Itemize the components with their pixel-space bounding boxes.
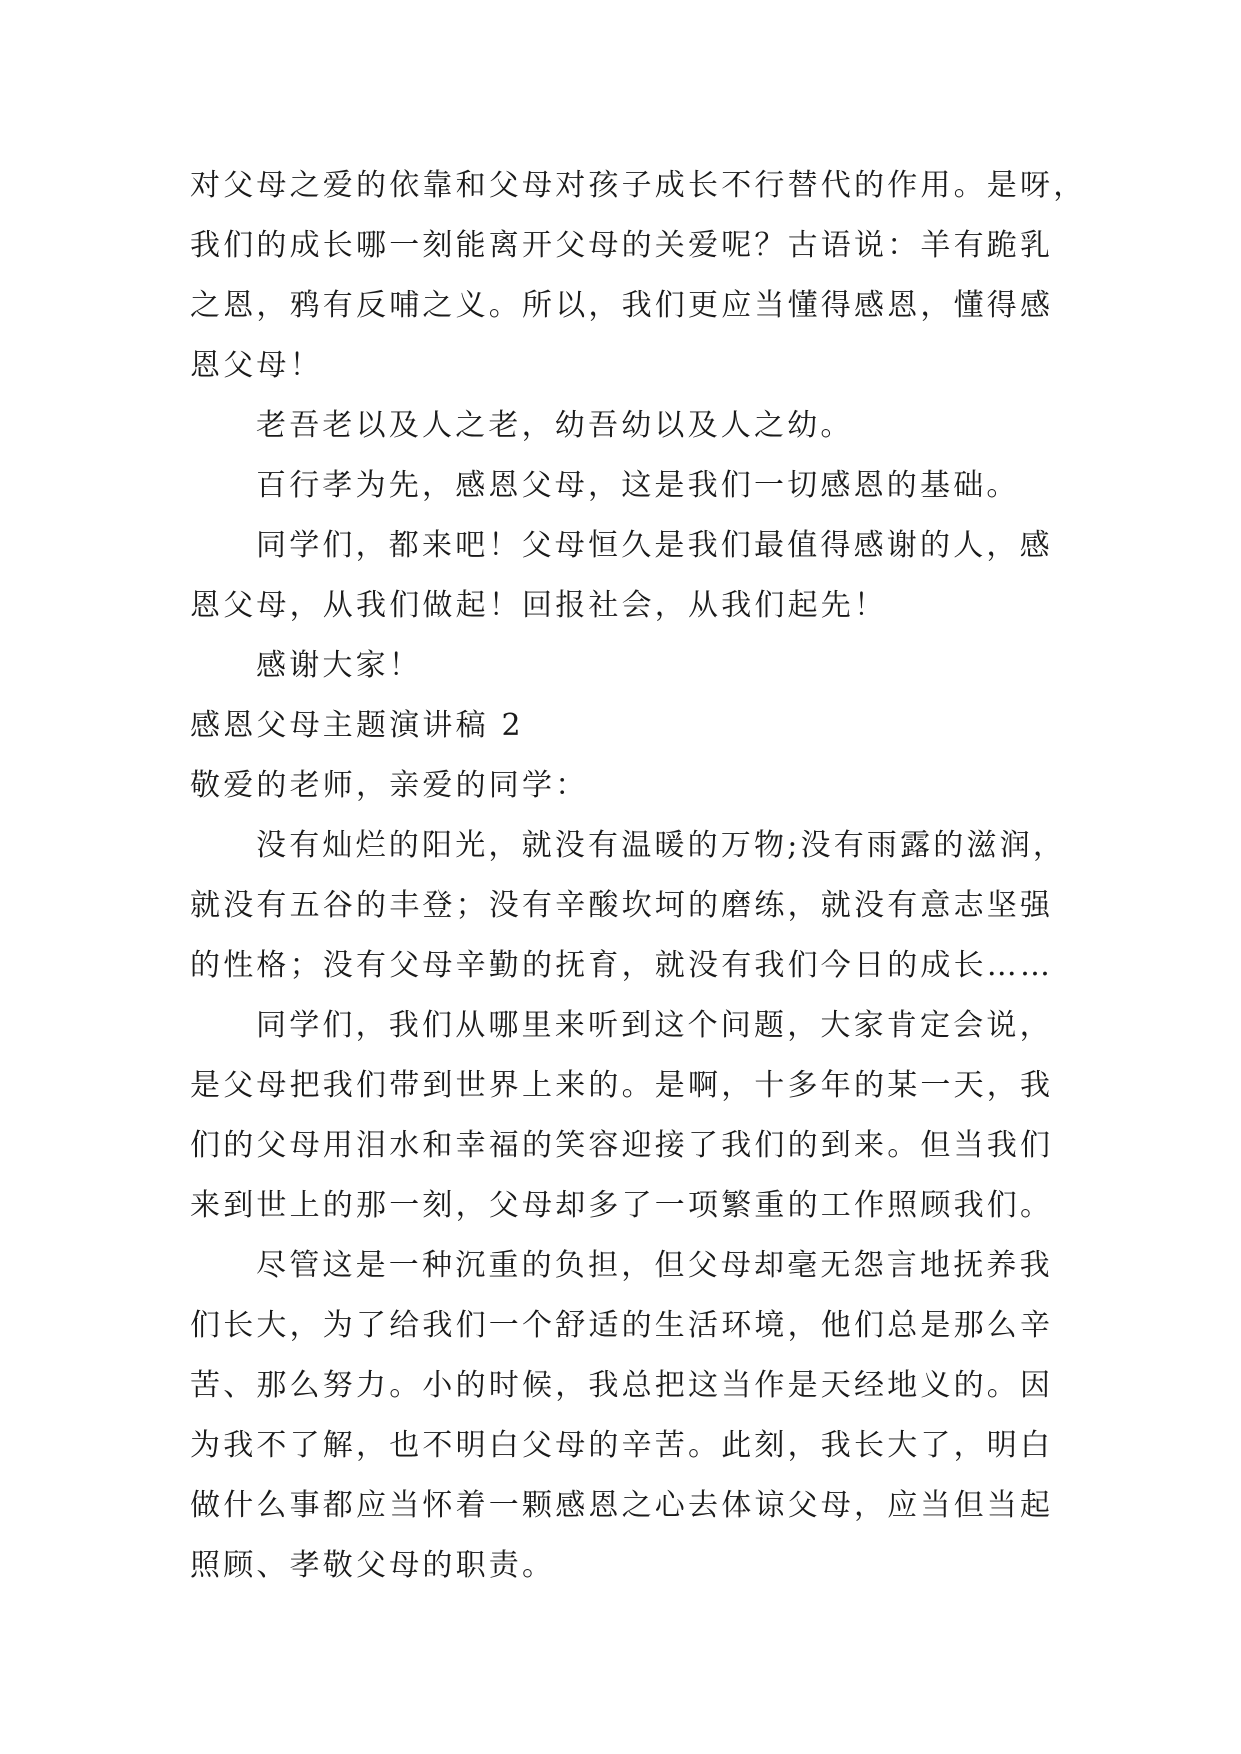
text-line: 照顾、孝敬父母的职责。 <box>190 1548 556 1583</box>
text-line: 为我不了解，也不明白父母的辛苦。此刻，我长大了，明白 <box>190 1428 1054 1463</box>
text-line: 感谢大家！ <box>256 648 422 683</box>
text-line: 对父母之爱的依靠和父母对孩子成长不行替代的作用。是呀， <box>190 168 1087 203</box>
text-line: 来到世上的那一刻，父母却多了一项繁重的工作照顾我们。 <box>190 1188 1054 1223</box>
text-line: 苦、那么努力。小的时候，我总把这当作是天经地义的。因 <box>190 1368 1054 1403</box>
text-line: 同学们，都来吧！父母恒久是我们最值得感谢的人，感 <box>256 528 1053 563</box>
text-line: 做什么事都应当怀着一颗感恩之心去体谅父母，应当但当起 <box>190 1488 1054 1523</box>
text-line: 就没有五谷的丰登；没有辛酸坎坷的磨练，就没有意志坚强 <box>190 888 1054 923</box>
text-line: 尽管这是一种沉重的负担，但父母却毫无怨言地抚养我 <box>256 1248 1053 1283</box>
section-heading: 感恩父母主题演讲稿 2 <box>190 708 524 743</box>
document-body <box>190 156 1087 1596</box>
text-line: 的性格；没有父母辛勤的抚育，就没有我们今日的成长…… <box>190 948 1054 983</box>
text-line: 百行孝为先，感恩父母，这是我们一切感恩的基础。 <box>256 468 1020 503</box>
text-line: 老吾老以及人之老，幼吾幼以及人之幼。 <box>256 408 854 443</box>
text-line: 没有灿烂的阳光，就没有温暖的万物;没有雨露的滋润， <box>256 828 1067 863</box>
text-line: 是父母把我们带到世界上来的。是啊，十多年的某一天，我 <box>190 1068 1054 1103</box>
text-line: 们长大，为了给我们一个舒适的生活环境，他们总是那么辛 <box>190 1308 1054 1343</box>
salutation: 敬爱的老师，亲爱的同学： <box>190 768 589 803</box>
text-line: 们的父母用泪水和幸福的笑容迎接了我们的到来。但当我们 <box>190 1128 1054 1163</box>
text-line: 恩父母，从我们做起！回报社会，从我们起先！ <box>190 588 888 623</box>
text-line: 恩父母！ <box>190 348 323 383</box>
text-line: 我们的成长哪一刻能离开父母的关爱呢？古语说：羊有跪乳 <box>190 228 1054 263</box>
text-line: 之恩，鸦有反哺之义。所以，我们更应当懂得感恩，懂得感 <box>190 288 1054 323</box>
text-line: 同学们，我们从哪里来听到这个问题，大家肯定会说， <box>256 1008 1053 1043</box>
